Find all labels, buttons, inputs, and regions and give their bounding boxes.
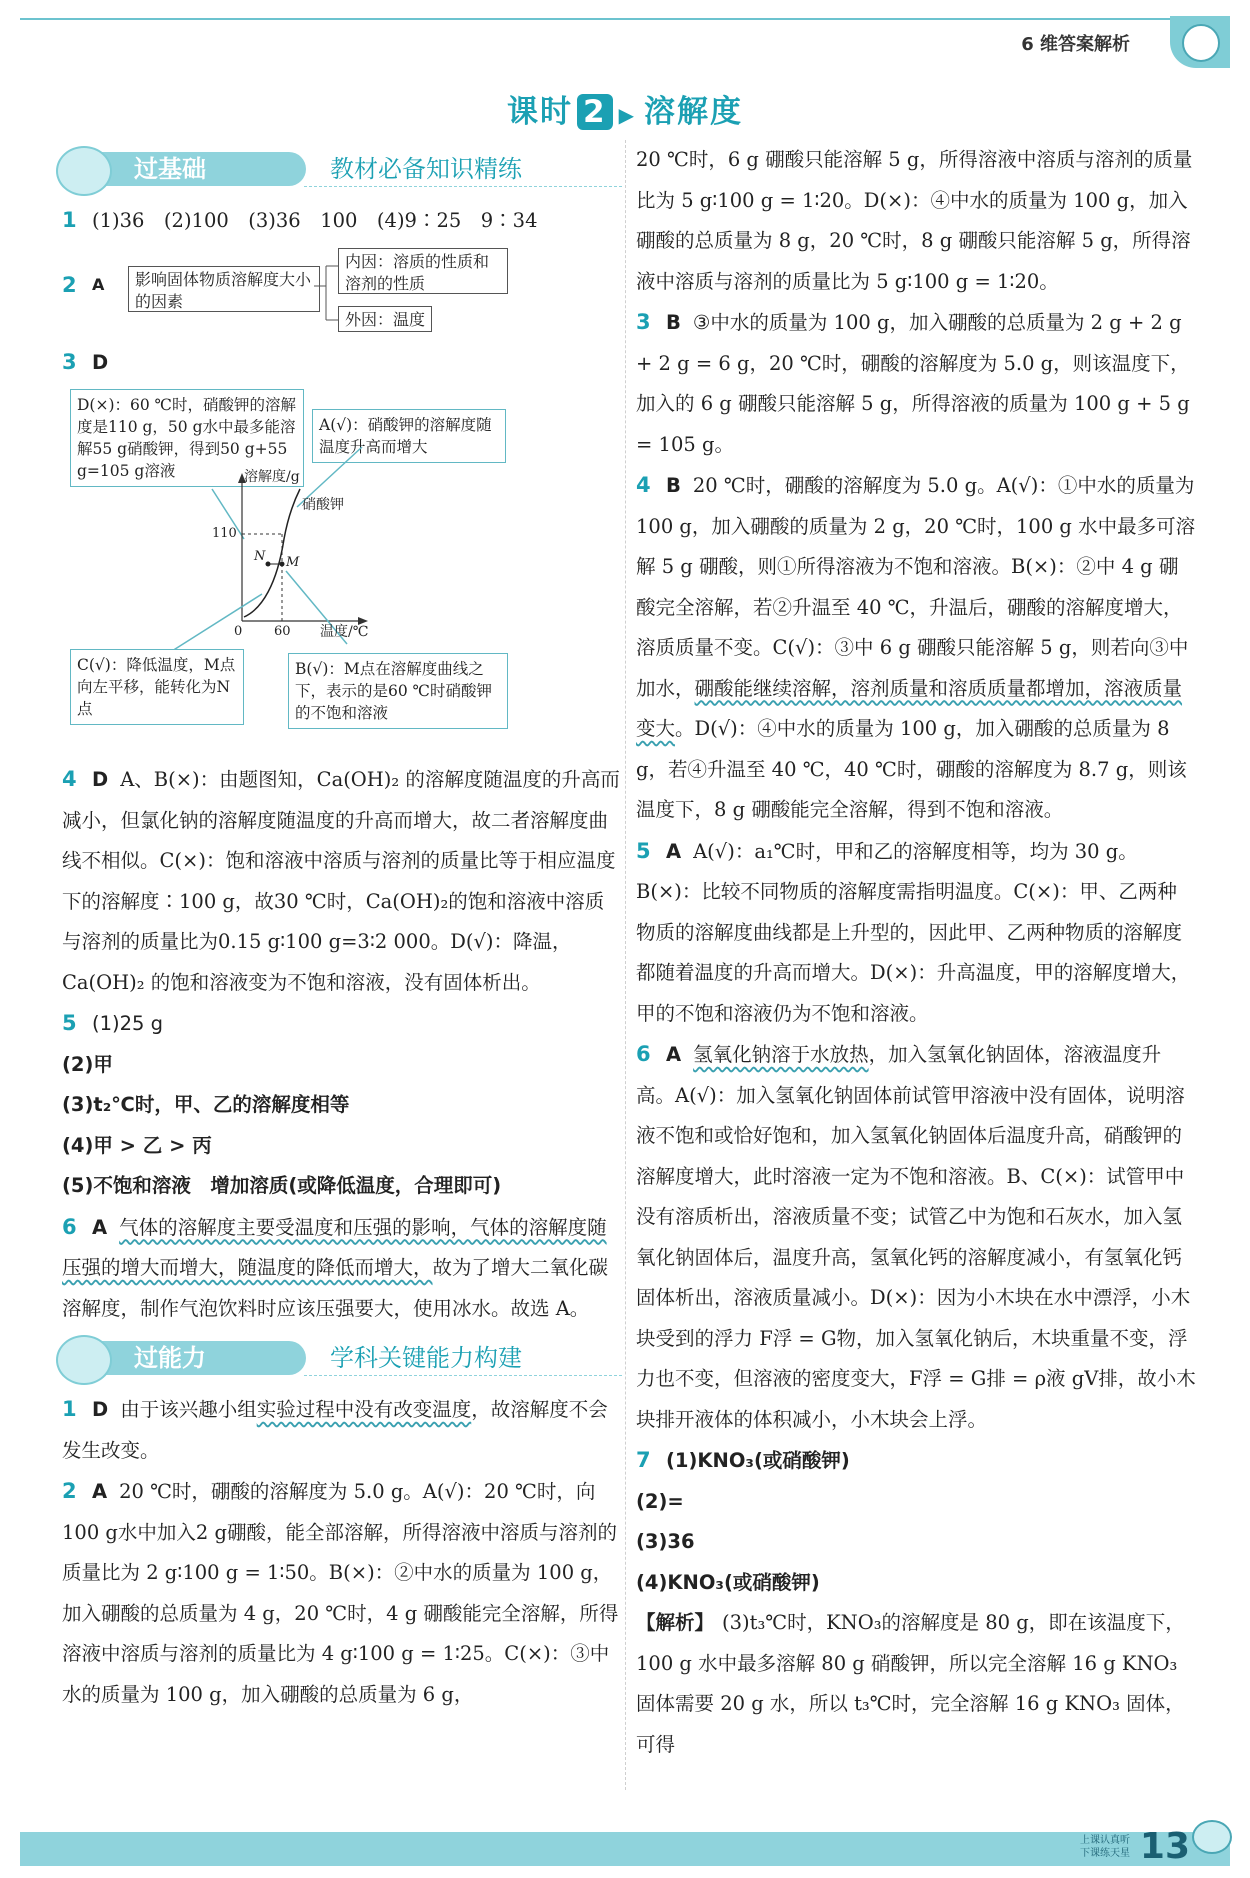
option-c-box: C(√)：降低温度，M点向左平移，能转化为N点 xyxy=(70,649,244,725)
title-num: 2 xyxy=(577,94,613,130)
ability-answer-1: 1 D 由于该兴趣小组实验过程中没有改变温度，故溶解度不会发生改变。 xyxy=(62,1397,608,1462)
mascot-icon xyxy=(1192,1820,1232,1854)
factor-box: 影响固体物质溶解度大小的因素 xyxy=(128,266,320,312)
ability-answer-6: 6 A 氢氧化钠溶于水放热，加入氢氧化钠固体，溶液温度升高。A(√)：加入氢氧化钠固体前试管甲溶液中没有固体，说明溶液不饱和或恰好饱和，加入氢氧化钠固体后温度升高，硝酸钾的溶解度增大，此时溶液一定为不饱和溶液。B、C(×)：试管甲中没有溶质析出，溶液质量不变；试管乙中为饱和石灰水，加入氢氧化钠固体后，温度升高，氢氧化钙的溶解度减小，有氢氧化钙固体析出，溶液质量减小。D(×)：因为小木块在水中漂浮，小木块受到的浮力 F浮 = G物，加入氢氧化钠后，木块重量不变，浮力也不变，但溶液的密度变大，F浮 = G排 = ρ液 gV排，故小木块排开液体的体积减小，小木块会上浮。 xyxy=(636,1042,1196,1431)
top-rule xyxy=(20,18,1230,20)
page-number: 13 xyxy=(1139,1826,1190,1867)
x-tick-0: 0 xyxy=(234,624,243,639)
y-tick-110: 110 xyxy=(212,526,237,541)
answer-1: 1 (1)36 (2)100 (3)36 100 (4)9∶25 9∶34 xyxy=(62,208,538,232)
external-factor-box: 外因：温度 xyxy=(338,306,432,332)
point-m-label: M xyxy=(286,555,300,570)
ability-answer-3: 3 B ③中水的质量为 100 g，加入硼酸的总质量为 2 g + 2 g + 2 g = 6 g，20 ℃时，硼酸的溶解度为 5.0 g，则该温度下，加入的 6 g 硼酸只能溶解 5 g，所得溶液的质量为 100 g + 5 g = 105 g。 xyxy=(636,310,1190,456)
point-n-label: N xyxy=(254,549,266,564)
x-tick-60: 60 xyxy=(274,624,291,639)
section-basic-head xyxy=(62,146,622,192)
ability-answer-5: 5 A A(√)：a₁℃时，甲和乙的溶解度相等，均为 30 g。B(×)：比较不同物质的溶解度需指明温度。C(×)：甲、乙两种物质的溶解度曲线都是上升型的，因此甲、乙两种物质的溶解度都随着温度的升高而增大。D(×)：升高温度，甲的溶解度增大，甲的不饱和溶液仍为不饱和溶液。 xyxy=(636,838,1191,1025)
answer-3: 3 D xyxy=(62,349,109,374)
x-axis-label: 温度/℃ xyxy=(320,624,369,640)
ability-answer-4: 4 B 20 ℃时，硼酸的溶解度为 5.0 g。A(√)：①中水的质量为 100 g，加入硼酸的质量为 2 g，20 ℃时，100 g 水中最多可溶解 5 g 硼酸，则①所得溶液为不饱和溶液。B(×)：②中 4 g 硼酸完全溶解，若②升温至 40 ℃，升温后，硼酸的溶解度增大，溶质质量不变。C(√)：③中 6 g 硼酸只能溶解 5 g，则若向③中加水，硼酸能继续溶解，溶剂质量和溶质质量都增加，溶液质量变大。D(√)：④中水的质量为 100 g，加入硼酸的总质量为 8 g，若④升温至 40 ℃，40 ℃时，硼酸的溶解度为 8.7 g，则该温度下，8 g 硼酸能完全溶解，得到不饱和溶液。 xyxy=(636,473,1196,821)
internal-factor-box: 内因：溶质的性质和溶剂的性质 xyxy=(338,248,508,294)
mascot-icon xyxy=(1170,16,1230,68)
ability-answer-2-cont: 20 ℃时，6 g 硼酸只能溶解 5 g，所得溶液中溶质与溶剂的质量比为 5 g∶100 g = 1∶20。D(×)：④中水的质量为 100 g，加入硼酸的总质量为 8 g，20 ℃时，8 g 硼酸只能溶解 5 g，所得溶液中溶质与溶剂的质量比为 5 g∶100 g = 1∶20。 xyxy=(636,148,1193,293)
star-mascot-icon xyxy=(56,146,112,196)
footer-band xyxy=(20,1832,1230,1866)
ability-answer-2: 2 A 20 ℃时，硼酸的溶解度为 5.0 g。A(√)：20 ℃时，向100 g水中加入2 g硼酸，能全部溶解，所得溶液中溶质与溶剂的质量比为 2 g∶100 g = 1∶50。B(×)：②中水的质量为 100 g，加入硼酸的总质量为 4 g，20 ℃时，4 g 硼酸能完全溶解，所得溶液中溶质与溶剂的质量比为 4 g∶100 g = 1∶25。C(×)：③中水的质量为 100 g，加入硼酸的总质量为 6 g， xyxy=(62,1479,619,1706)
section-badge: 过能力 xyxy=(76,1341,306,1375)
header-tag: 6 维答案解析 xyxy=(1021,34,1130,55)
ability-answer-7: 7 (1)KNO₃(或硝酸钾) (2)= (3)36 (4)KNO₃(或硝酸钾) xyxy=(636,1448,850,1594)
title-name: 溶解度 xyxy=(643,94,743,130)
triangle-icon: ▶ xyxy=(618,103,636,127)
column-divider xyxy=(625,140,626,1790)
solubility-diagram xyxy=(62,389,622,759)
answer-4: 4 D A、B(×)：由题图知，Ca(OH)₂ 的溶解度随温度的升高而减小，但氯化钠的溶解度随温度的升高而增大，故二者溶解度曲线不相似。C(×)：饱和溶液中溶质与溶剂的质量比等于相应温度下的溶解度∶100 g，故30 ℃时，Ca(OH)₂的饱和溶液中溶质与溶剂的质量比为0.15 g∶100 g=3∶2 000。D(√)：降温，Ca(OH)₂ 的饱和溶液变为不饱和溶液，没有固体析出。 xyxy=(62,767,620,994)
section-ability-head xyxy=(62,1335,622,1381)
section-subtitle: 学科关键能力构建 xyxy=(330,1344,522,1372)
star-mascot-icon xyxy=(56,1335,112,1385)
answer-2: 2 A 影响固体物质溶解度大小的因素 内因：溶质的性质和溶剂的性质 外因：温度 xyxy=(62,248,622,334)
option-d-box: D(×)：60 ℃时，硝酸钾的溶解度是110 g，50 g水中最多能溶解55 g硝酸钾，得到50 g+55 g=105 g溶液 xyxy=(70,389,304,487)
right-column xyxy=(636,140,1196,1765)
answer-6: 6 A 气体的溶解度主要受温度和压强的影响，气体的溶解度随压强的增大而增大，随温度的降低而增大，故为了增大二氧化碳溶解度，制作气泡饮料时应该压强要大，使用冰水。故选 A。 xyxy=(62,1214,609,1320)
y-axis-label: 溶解度/g xyxy=(244,469,300,485)
curve-label: 硝酸钾 xyxy=(302,497,344,513)
answer-5: 5 (1)25 g (2)甲 (3)t₂℃时，甲、乙的溶解度相等 (4)甲 > 乙 > 丙 (5)不饱和溶液 增加溶质(或降低温度，合理即可) xyxy=(62,1011,502,1197)
section-subtitle: 教材必备知识精练 xyxy=(330,155,522,183)
footer-slogan: 上课认真听 下课练天星 xyxy=(1080,1835,1130,1859)
option-a-box: A(√)：硝酸钾的溶解度随温度升高而增大 xyxy=(312,409,506,463)
analysis: 【解析】 (3)t₃℃时，KNO₃的溶解度是 80 g，即在该温度下，100 g 水中最多溶解 80 g 硝酸钾，所以完全溶解 16 g KNO₃ 固体需要 20 g 水，所以 t₃℃时，完全溶解 16 g KNO₃ 固体，可得 xyxy=(636,1611,1185,1756)
title-prefix: 课时 xyxy=(507,94,574,130)
section-badge: 过基础 xyxy=(76,152,306,186)
page-title xyxy=(0,86,1250,131)
option-b-box: B(√)：M点在溶解度曲线之下，表示的是60 ℃时硝酸钾的不饱和溶液 xyxy=(288,653,508,729)
left-column xyxy=(62,140,622,1715)
